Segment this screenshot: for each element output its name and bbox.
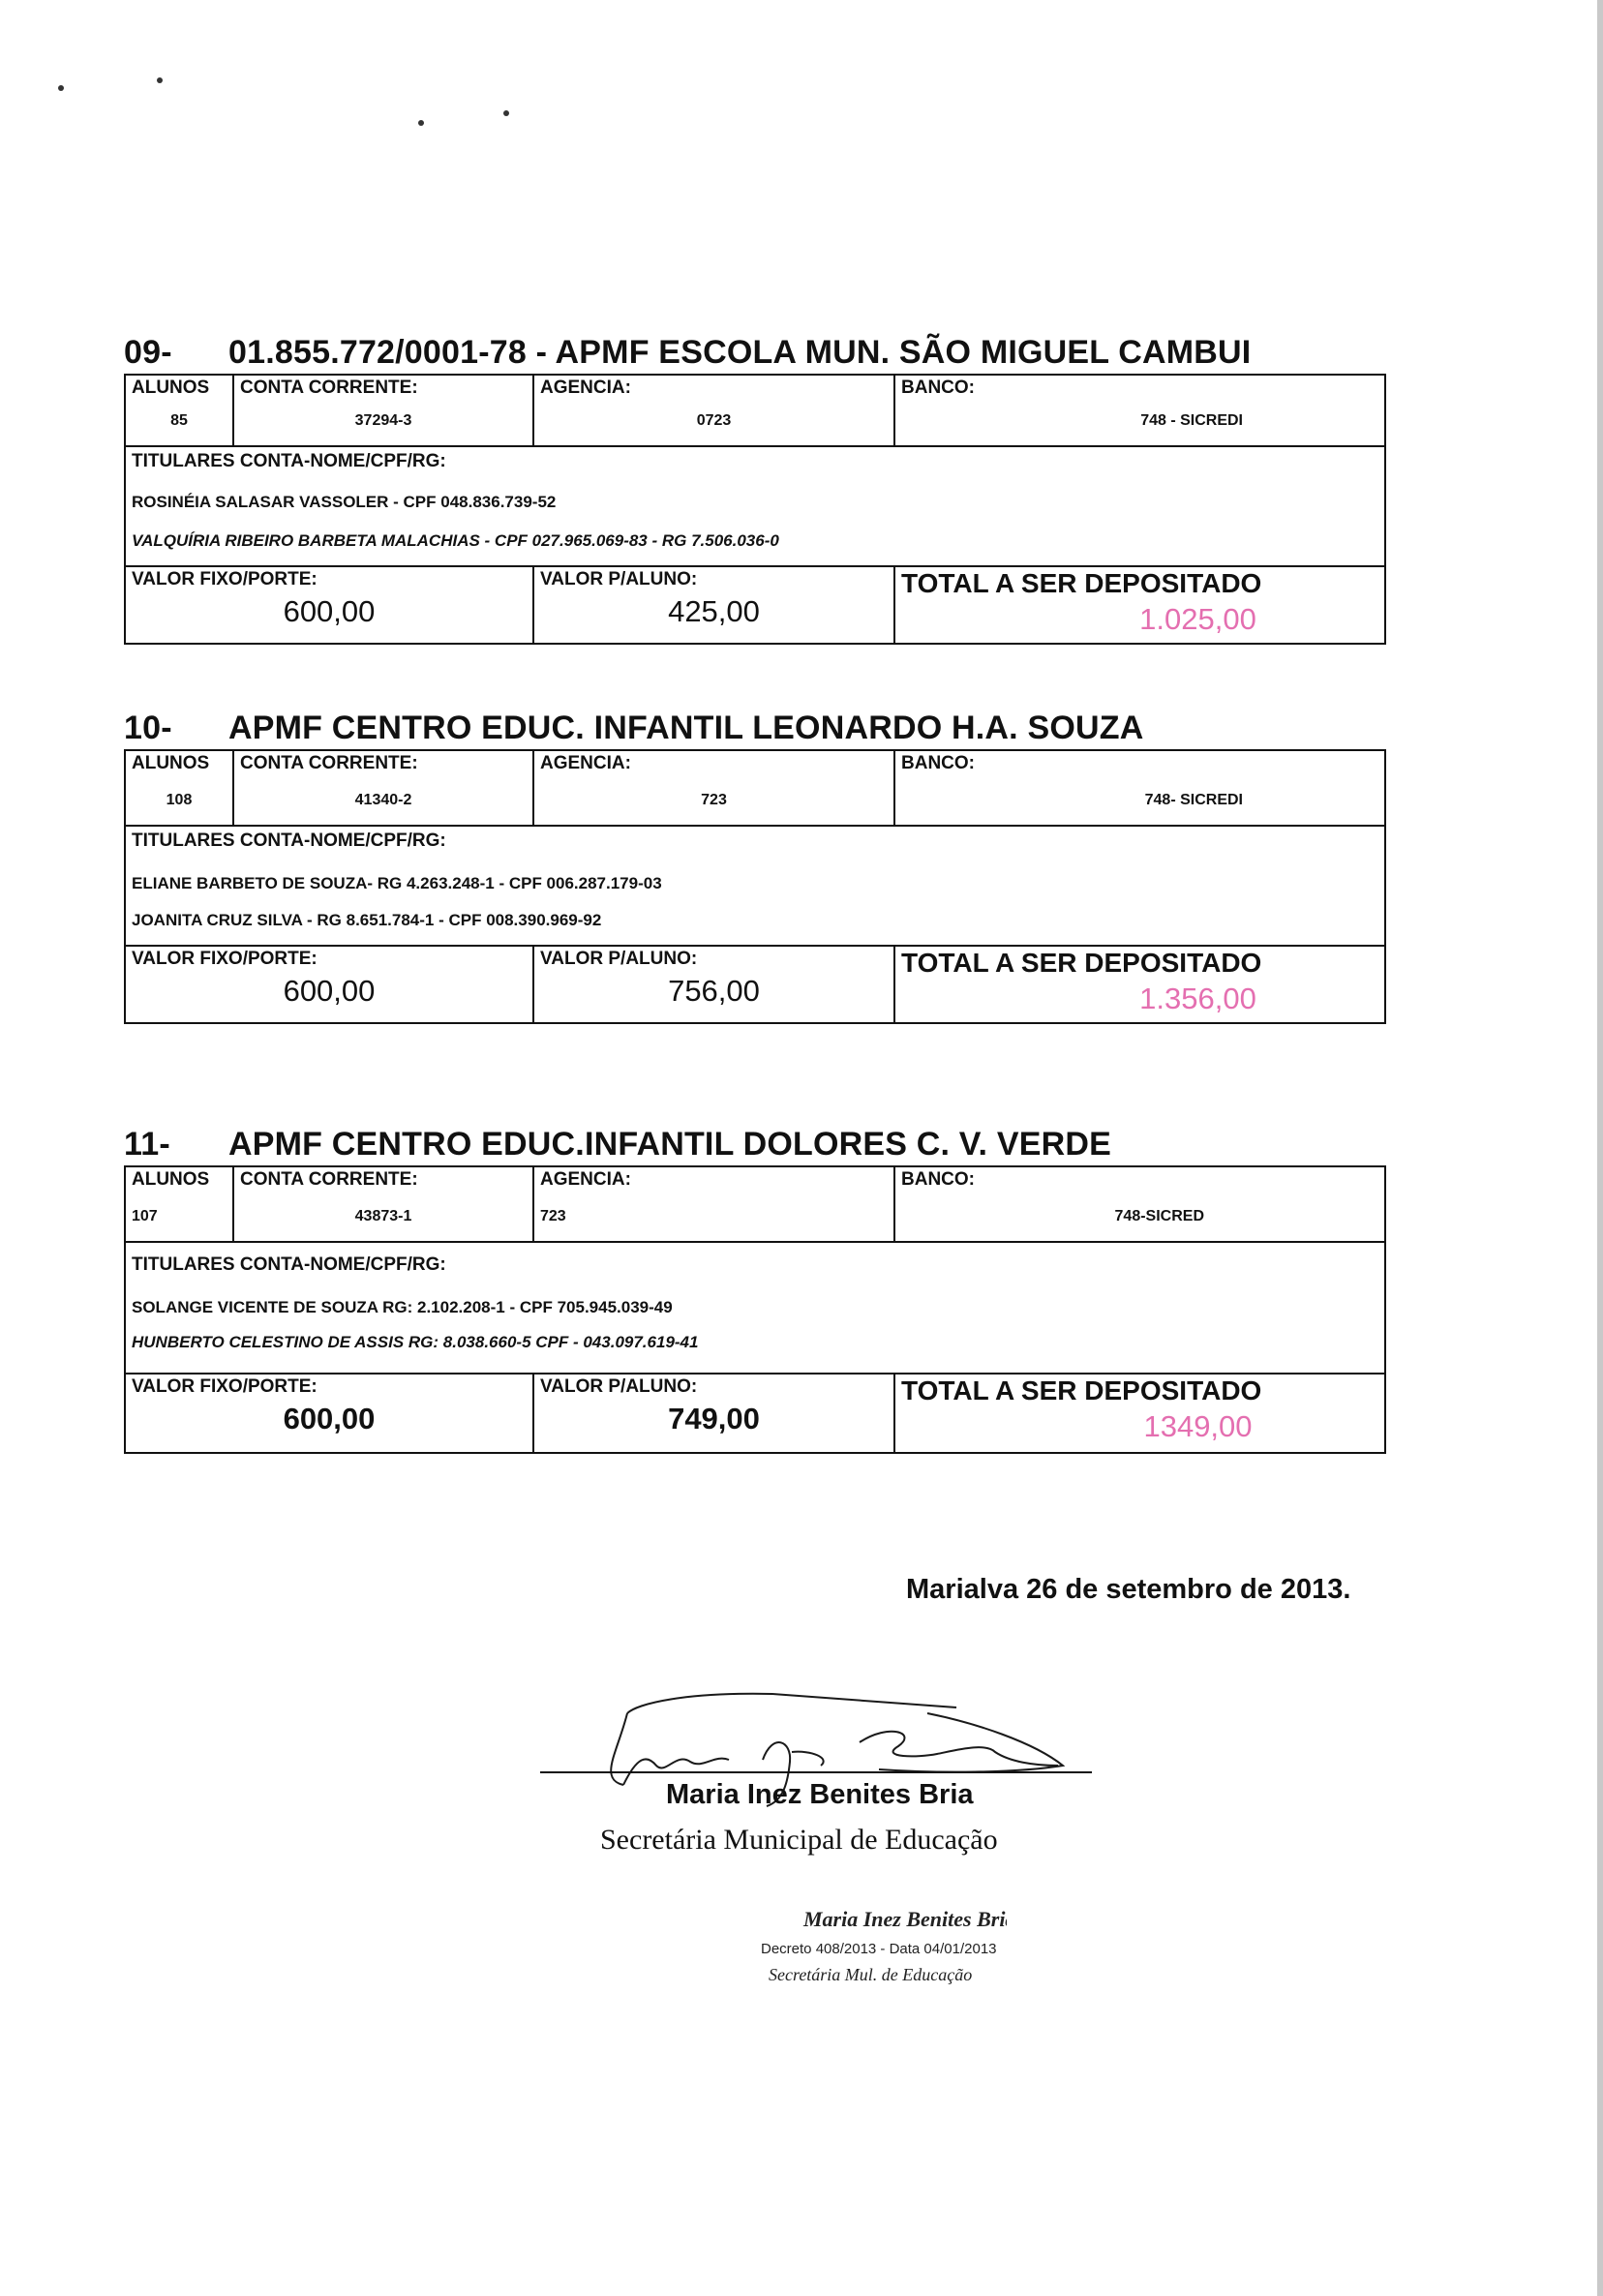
agencia-value: 723 [540,1208,566,1224]
agencia-label: AGENCIA: [540,753,631,773]
signature-line [540,1771,1092,1773]
conta-value: 41340-2 [354,792,412,808]
total-value: 1349,00 [1143,1409,1253,1443]
section-number: 10- [124,710,172,746]
conta-value: 43873-1 [354,1208,412,1224]
banco-value: 748-SICRED [1114,1208,1204,1224]
conta-label: CONTA CORRENTE: [240,753,418,773]
titular-1: SOLANGE VICENTE DE SOUZA RG: 2.102.208-1 - CPF 705.945.039-49 [132,1298,673,1316]
titular-2: HUNBERTO CELESTINO DE ASSIS RG: 8.038.660-5 CPF - 043.097.619-41 [132,1333,699,1351]
deposit-form [124,749,1386,1024]
alunos-label: ALUNOS [132,378,210,398]
banco-label: BANCO: [901,753,975,773]
section-number: 11- [124,1126,170,1163]
section-name: APMF CENTRO EDUC.INFANTIL DOLORES C. V. VERDE [228,1126,1111,1163]
section-title [124,707,1384,749]
agencia-value: 723 [701,792,727,808]
agencia-label: AGENCIA: [540,378,631,398]
account-row [125,750,1385,826]
agencia-label: AGENCIA: [540,1169,631,1190]
scan-speck [503,110,509,116]
alunos-value: 85 [170,412,188,429]
titulares-label: TITULARES CONTA-NOME/CPF/RG: [132,451,446,471]
total-label: TOTAL A SER DEPOSITADO [901,948,1262,978]
valor-aluno-value: 425,00 [668,594,760,628]
valor-fixo-label: VALOR FIXO/PORTE: [132,569,318,589]
alunos-label: ALUNOS [132,1169,210,1190]
svg-text:Maria Inez Benites Bria: Maria Inez Benites Bria [803,1907,1007,1931]
agencia-value: 0723 [696,412,732,429]
titulares-label: TITULARES CONTA-NOME/CPF/RG: [132,831,446,851]
alunos-label: ALUNOS [132,753,210,773]
section-name: 01.855.772/0001-78 - APMF ESCOLA MUN. SÃO MIGUEL CAMBUI [228,334,1252,371]
section-name: APMF CENTRO EDUC. INFANTIL LEONARDO H.A. SOUZA [228,710,1144,746]
total-label: TOTAL A SER DEPOSITADO [901,568,1262,598]
valor-fixo-label: VALOR FIXO/PORTE: [132,1376,318,1397]
titulares-row [125,446,1385,566]
conta-label: CONTA CORRENTE: [240,1169,418,1190]
banco-value: 748 - SICREDI [1140,412,1243,429]
total-value: 1.025,00 [1139,602,1256,636]
school-section-11 [124,1123,1384,1454]
account-row [125,375,1385,446]
signatory-role: Secretária Municipal de Educação [600,1824,998,1856]
banco-value: 748- SICREDI [1144,792,1243,808]
deposit-form [124,1165,1386,1454]
scan-speck [157,77,163,83]
conta-label: CONTA CORRENTE: [240,378,418,398]
valor-fixo-value: 600,00 [283,594,376,628]
section-number: 09- [124,334,172,371]
titulares-row [125,1242,1385,1374]
scan-speck [418,120,424,126]
banco-label: BANCO: [901,1169,975,1190]
stamp-image [716,1903,1007,2019]
date-line: Marialva 26 de setembro de 2013. [906,1574,1351,1605]
valor-fixo-value: 600,00 [283,1402,376,1435]
total-value: 1.356,00 [1139,982,1256,1015]
section-title [124,1123,1384,1165]
account-row [125,1166,1385,1242]
section-title [124,331,1384,374]
school-section-09 [124,331,1384,645]
valor-fixo-value: 600,00 [283,974,376,1008]
scan-speck [58,85,64,91]
alunos-value: 108 [166,792,193,808]
school-section-10 [124,707,1384,1024]
conta-value: 37294-3 [354,412,412,429]
total-label: TOTAL A SER DEPOSITADO [901,1375,1262,1405]
official-stamp [716,1903,1007,2019]
titular-1: ELIANE BARBETO DE SOUZA- RG 4.263.248-1 - CPF 006.287.179-03 [132,874,662,892]
valor-aluno-value: 749,00 [668,1402,760,1435]
titular-2: JOANITA CRUZ SILVA - RG 8.651.784-1 - CPF 008.390.969-92 [132,911,602,929]
titulares-label: TITULARES CONTA-NOME/CPF/RG: [132,1254,446,1275]
values-row [125,946,1385,1023]
values-row [125,566,1385,644]
signatory-name: Maria Inez Benites Bria [666,1779,974,1810]
scan-edge [1597,0,1603,2296]
valor-fixo-label: VALOR FIXO/PORTE: [132,949,318,969]
valor-aluno-label: VALOR P/ALUNO: [540,949,698,969]
svg-text:Secretária Mul. de Educação: Secretária Mul. de Educação [769,1965,973,1984]
values-row [125,1374,1385,1453]
banco-label: BANCO: [901,378,975,398]
valor-aluno-label: VALOR P/ALUNO: [540,569,698,589]
alunos-value: 107 [132,1208,158,1224]
svg-text:Decreto 408/2013 - Data 04/01/: Decreto 408/2013 - Data 04/01/2013 [761,1941,997,1957]
deposit-form [124,374,1386,645]
titular-2: VALQUÍRIA RIBEIRO BARBETA MALACHIAS - CPF 027.965.069-83 - RG 7.506.036-0 [132,531,779,550]
titular-1: ROSINÉIA SALASAR VASSOLER - CPF 048.836.739-52 [132,493,557,511]
valor-aluno-label: VALOR P/ALUNO: [540,1376,698,1397]
valor-aluno-value: 756,00 [668,974,760,1008]
titulares-row [125,826,1385,946]
